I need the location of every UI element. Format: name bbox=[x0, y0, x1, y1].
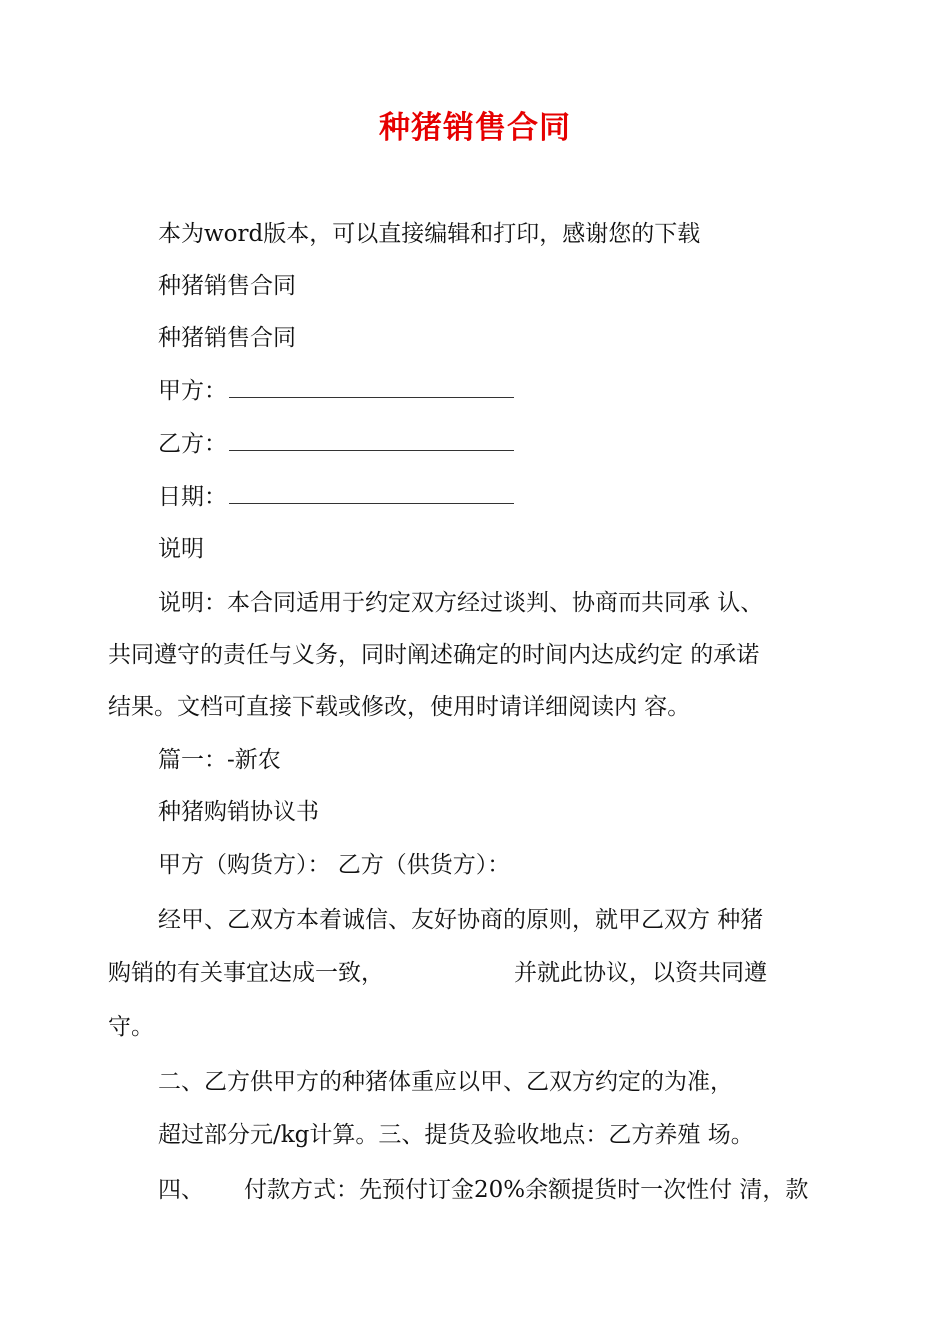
party-a-field bbox=[158, 376, 514, 406]
part-one-heading: 篇一：-新农 bbox=[158, 747, 281, 773]
document-title: 种猪销售合同 bbox=[379, 110, 571, 146]
clause-2-continued: 超过部分元/kg计算。三、提货及验收地点：乙方养殖 场。 bbox=[158, 1122, 754, 1148]
date-label: 日期： bbox=[158, 484, 227, 510]
party-b-field bbox=[158, 429, 514, 459]
para1-line-3: 守。 bbox=[108, 1014, 154, 1040]
para1-line-2-part-a: 购销的有关事宜达成一致， bbox=[108, 960, 384, 986]
parties-line: 甲方（购货方）： 乙方（供货方）： bbox=[158, 852, 511, 878]
clause-4 bbox=[158, 1175, 808, 1205]
contract-heading-2: 种猪销售合同 bbox=[158, 325, 296, 351]
party-b-label: 乙方： bbox=[158, 431, 227, 457]
explain-line-3: 结果。文档可直接下载或修改，使用时请详细阅读内 容。 bbox=[108, 694, 691, 720]
para1-line-2 bbox=[108, 958, 767, 988]
para1-line-1: 经甲、乙双方本着诚信、友好协商的原则，就甲乙双方 种猪 bbox=[158, 907, 764, 933]
clause-4-text: 付款方式：先预付订金20%余额提货时一次性付 清，款 bbox=[244, 1177, 809, 1203]
date-blank bbox=[229, 483, 514, 504]
party-a-label: 甲方： bbox=[158, 378, 227, 404]
contract-heading-1: 种猪销售合同 bbox=[158, 273, 296, 299]
explain-line-2: 共同遵守的责任与义务，同时阐述确定的时间内达成约定 的承诺 bbox=[108, 642, 760, 668]
date-field bbox=[158, 482, 514, 512]
para1-line-2-part-b: 并就此协议，以资共同遵 bbox=[514, 960, 767, 986]
explain-line-1: 说明：本合同适用于约定双方经过谈判、协商而共同承 认、 bbox=[158, 590, 764, 616]
party-a-blank bbox=[229, 377, 514, 398]
explain-heading: 说明 bbox=[158, 536, 204, 562]
agreement-title: 种猪购销协议书 bbox=[158, 799, 319, 825]
clause-4-number: 四、 bbox=[158, 1177, 204, 1203]
download-note: 本为word版本，可以直接编辑和打印，感谢您的下载 bbox=[158, 221, 701, 247]
clause-2: 二、乙方供甲方的种猪体重应以甲、乙双方约定的为准， bbox=[158, 1069, 733, 1095]
party-b-blank bbox=[229, 430, 514, 451]
